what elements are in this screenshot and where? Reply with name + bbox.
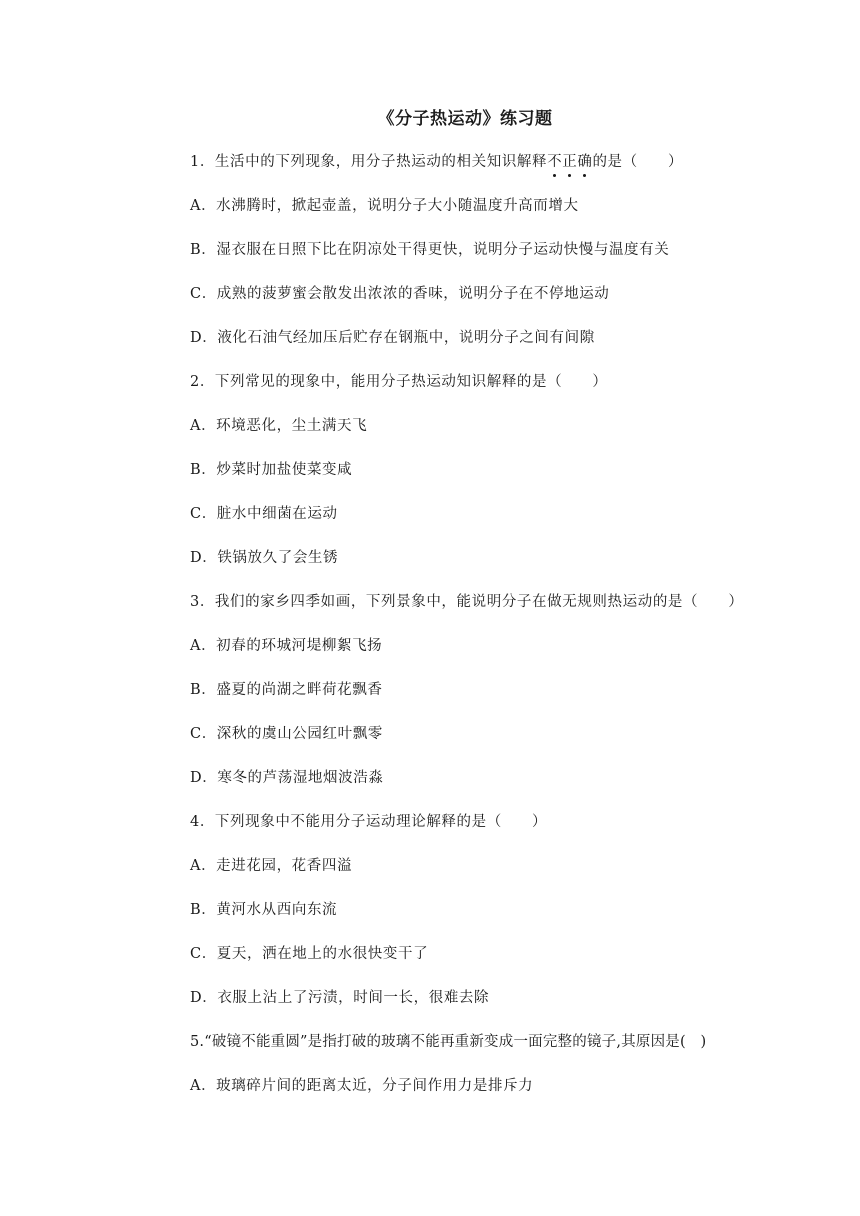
question-1-option-a: A．水沸腾时，掀起壶盖，说明分子大小随温度升高而增大 <box>190 198 579 214</box>
question-4-stem: 4．下列现象中不能用分子运动理论解释的是（ ） <box>190 814 548 830</box>
question-1-option-c: C．成熟的菠萝蜜会散发出浓浓的香味，说明分子在不停地运动 <box>190 286 610 302</box>
question-3-stem: 3．我们的家乡四季如画，下列景象中，能说明分子在做无规则热运动的是（ ） <box>190 594 744 610</box>
question-1-stem-after: 的是（ ） <box>592 154 684 170</box>
question-2-option-c: C．脏水中细菌在运动 <box>190 506 338 522</box>
question-4-option-b: B．黄河水从西向东流 <box>190 902 338 918</box>
question-3-option-b: B．盛夏的尚湖之畔荷花飘香 <box>190 682 383 698</box>
question-1-option-b: B．湿衣服在日照下比在阴凉处干得更快，说明分子运动快慢与温度有关 <box>190 242 670 258</box>
emphasis-char: 不 <box>547 154 563 170</box>
question-3-option-c: C．深秋的虞山公园红叶飘零 <box>190 726 383 742</box>
question-1-stem-before: 1．生活中的下列现象，用分子热运动的相关知识解释 <box>190 154 548 170</box>
question-2-option-b: B．炒菜时加盐使菜变咸 <box>190 462 353 478</box>
emphasis-char: 正 <box>562 154 578 170</box>
question-5-stem: 5.“破镜不能重圆”是指打破的玻璃不能再重新变成一面完整的镜子,其原因是( ) <box>190 1034 707 1050</box>
emphasis-char: 确 <box>577 154 593 170</box>
question-3-option-d: D．寒冬的芦荡湿地烟波浩淼 <box>190 770 384 786</box>
question-1-stem <box>190 152 683 172</box>
question-5-option-a: A．玻璃碎片间的距离太近，分子间作用力是排斥力 <box>190 1078 534 1094</box>
question-4-option-d: D．衣服上沾上了污渍，时间一长，很难去除 <box>190 990 490 1006</box>
question-4-option-c: C．夏天，洒在地上的水很快变干了 <box>190 946 429 962</box>
question-1-option-d: D．液化石油气经加压后贮存在钢瓶中，说明分子之间有间隙 <box>190 330 595 346</box>
document-title: 《分子热运动》练习题 <box>377 109 553 129</box>
question-2-stem: 2．下列常见的现象中，能用分子热运动知识解释的是（ ） <box>190 374 608 390</box>
question-3-option-a: A．初春的环城河堤柳絮飞扬 <box>190 638 383 654</box>
question-2-option-a: A．环境恶化，尘土满天飞 <box>190 418 368 434</box>
question-4-option-a: A．走进花园，花香四溢 <box>190 858 353 874</box>
question-2-option-d: D．铁锅放久了会生锈 <box>190 550 339 566</box>
